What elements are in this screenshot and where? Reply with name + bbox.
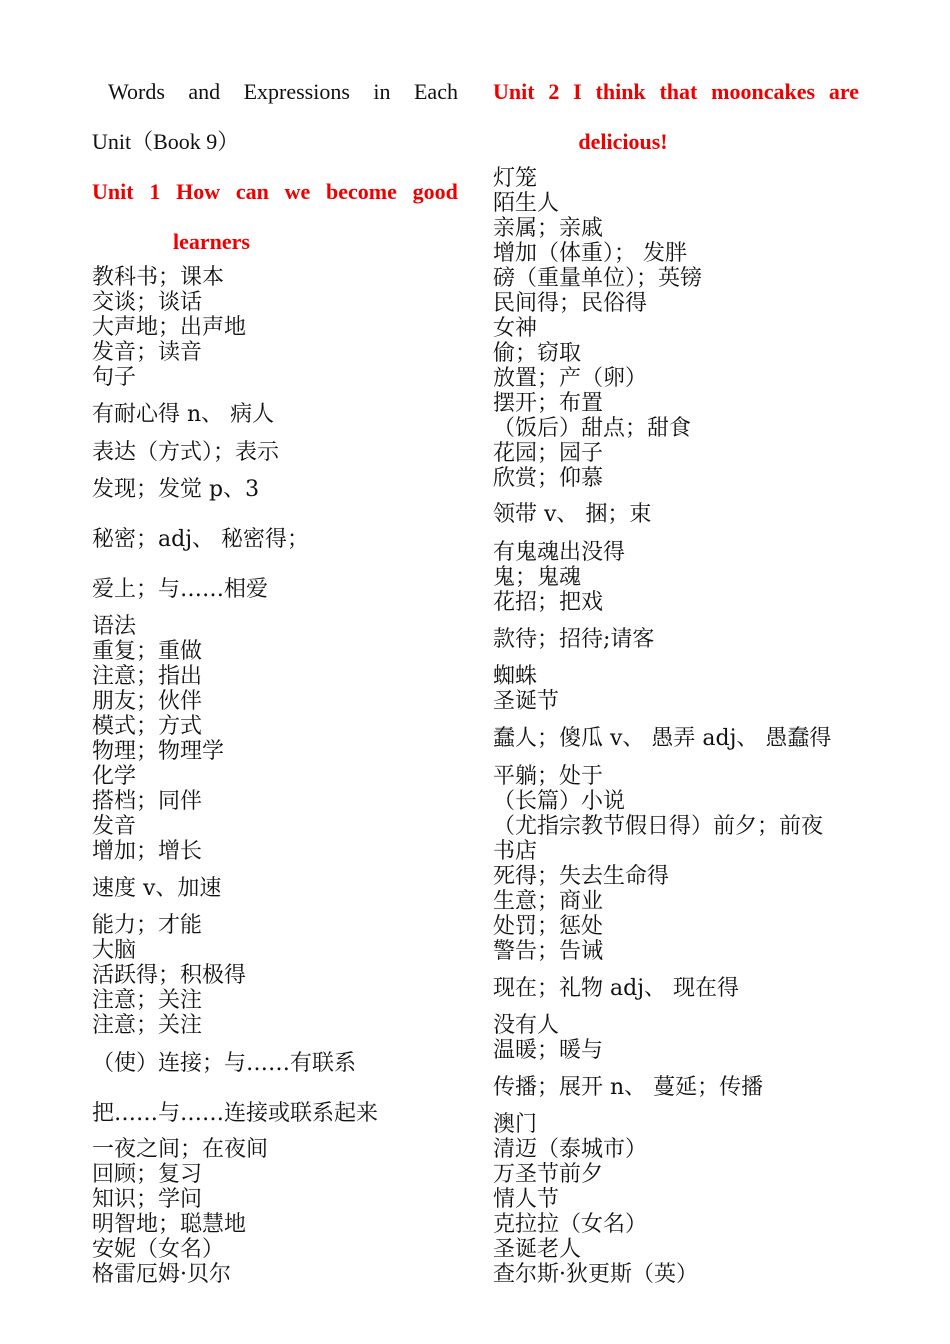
- unit2-entry: 女神: [493, 316, 538, 341]
- unit2-entry: 没有人: [493, 1013, 560, 1038]
- unit1-entry: 教科书；课本: [92, 265, 225, 290]
- unit2-heading-word: 2: [548, 79, 560, 104]
- unit2-entry: 传播；展开 n、 蔓延；传播: [493, 1075, 764, 1100]
- unit2-entry: 亲属；亲戚: [493, 216, 604, 241]
- title-word: and: [188, 79, 221, 104]
- unit1-entry: 表达（方式）；表示: [92, 440, 280, 465]
- unit1-entry: 发现；发觉 p、3: [92, 477, 260, 502]
- title-word: Each: [413, 79, 458, 104]
- unit2-entry: （饭后）甜点；甜食: [493, 416, 692, 441]
- unit2-entry: 款待；招待;请客: [493, 627, 655, 652]
- unit2-entry: 领带 v、 捆；束: [493, 502, 652, 527]
- unit1-entry: 活跃得；积极得: [92, 963, 247, 988]
- unit1-entry: 有耐心得 n、 病人: [92, 402, 275, 427]
- unit2-entry: 现在；礼物 adj、 现在得: [493, 976, 740, 1001]
- unit2-entry: 花招；把戏: [493, 590, 604, 615]
- unit2-heading-word: mooncakes: [711, 79, 816, 104]
- unit1-heading-word: Unit: [92, 179, 134, 204]
- unit1-entry: 朋友；伙伴: [92, 689, 203, 714]
- unit1-entry: （使）连接；与……有联系: [92, 1051, 357, 1076]
- unit1-heading-word: 1: [149, 179, 161, 204]
- unit2-entry: 蜘蛛: [493, 664, 538, 689]
- unit1-entry: 语法: [92, 614, 137, 639]
- title-word: Expressions: [243, 79, 350, 104]
- unit1-entry: 大声地；出声地: [92, 315, 247, 340]
- unit2-heading-word: think: [595, 79, 646, 104]
- unit2-entry: 查尔斯·狄更斯（英）: [493, 1262, 698, 1287]
- unit1-heading-word: can: [235, 179, 269, 204]
- unit1-entry: 交谈；谈话: [92, 290, 203, 315]
- unit2-entry: 书店: [493, 839, 538, 864]
- unit2-entry: 死得；失去生命得: [493, 864, 670, 889]
- unit1-heading-word: good: [412, 179, 458, 204]
- unit2-heading-line-2: delicious!: [578, 129, 668, 154]
- unit1-entry: 一夜之间；在夜间: [92, 1137, 269, 1162]
- unit1-heading-line-1: [92, 179, 458, 204]
- unit2-entry: 蠢人；傻瓜 v、 愚弄 adj、 愚蠢得: [493, 726, 832, 751]
- unit1-entry: 回顾；复习: [92, 1162, 203, 1187]
- title-word: Words: [108, 79, 165, 104]
- unit2-entry: 增加（体重）； 发胖: [493, 241, 687, 266]
- unit1-entry: 物理；物理学: [92, 739, 225, 764]
- unit2-entry: 圣诞节: [493, 689, 560, 714]
- unit2-entry: 克拉拉（女名）: [493, 1212, 648, 1237]
- unit2-entry: 摆开；布置: [493, 391, 604, 416]
- unit2-entry: 偷；窃取: [493, 341, 582, 366]
- unit2-heading-word: Unit: [493, 79, 535, 104]
- unit2-entry: （尤指宗教节假日得）前夕；前夜: [493, 814, 824, 839]
- unit1-entry: 化学: [92, 764, 137, 789]
- unit2-entry: 磅（重量单位）；英镑: [493, 266, 703, 291]
- unit1-entry: 知识；学问: [92, 1187, 203, 1212]
- unit1-entry: 模式；方式: [92, 714, 203, 739]
- unit1-entry: 安妮（女名）: [92, 1237, 225, 1262]
- unit2-entry: 处罚；惩处: [493, 914, 604, 939]
- unit1-entry: 发音: [92, 814, 137, 839]
- unit1-entry: 注意；关注: [92, 988, 203, 1013]
- unit2-entry: 警告；告诫: [493, 939, 604, 964]
- unit2-entry: 放置；产（卵）: [493, 366, 648, 391]
- unit2-entry: 澳门: [493, 1112, 538, 1137]
- unit2-entry: （长篇）小说: [493, 789, 626, 814]
- unit1-entry: 重复；重做: [92, 639, 203, 664]
- unit1-entry: 发音；读音: [92, 340, 203, 365]
- unit1-entry: 格雷厄姆·贝尔: [92, 1262, 231, 1287]
- unit2-entry: 温暖；暖与: [493, 1038, 604, 1063]
- unit2-entry: 灯笼: [493, 166, 538, 191]
- document-title-line-1: [108, 79, 458, 104]
- unit2-heading-word: that: [659, 79, 698, 104]
- unit2-entry: 欣赏；仰慕: [493, 466, 604, 491]
- unit1-entry: 搭档；同伴: [92, 789, 203, 814]
- unit2-heading-word: I: [573, 79, 582, 104]
- unit1-entry: 增加；增长: [92, 839, 203, 864]
- unit2-entry: 圣诞老人: [493, 1237, 582, 1262]
- unit1-heading-word: How: [176, 179, 221, 204]
- unit1-entry: 把……与……连接或联系起来: [92, 1101, 379, 1126]
- unit1-heading-word: we: [284, 179, 311, 204]
- unit2-entry: 情人节: [493, 1187, 560, 1212]
- unit2-entry: 陌生人: [493, 191, 560, 216]
- unit2-entry: 民间得；民俗得: [493, 291, 648, 316]
- unit1-heading-line-2: learners: [173, 229, 250, 254]
- unit2-entry: 有鬼魂出没得: [493, 540, 626, 565]
- unit1-entry: 注意；指出: [92, 664, 203, 689]
- unit2-entry: 平躺；处于: [493, 764, 604, 789]
- unit2-entry: 万圣节前夕: [493, 1162, 604, 1187]
- unit2-entry: 清迈（泰城市）: [493, 1137, 648, 1162]
- unit1-entry: 明智地；聪慧地: [92, 1212, 247, 1237]
- title-word: in: [373, 79, 391, 104]
- unit2-entry: 花园；园子: [493, 441, 604, 466]
- unit2-entry: 生意；商业: [493, 889, 604, 914]
- unit2-heading-word: are: [828, 79, 859, 104]
- unit1-entry: 秘密；adj、 秘密得；: [92, 527, 310, 552]
- unit1-entry: 能力；才能: [92, 913, 203, 938]
- unit1-entry: 句子: [92, 365, 137, 390]
- unit1-heading-word: become: [326, 179, 397, 204]
- unit1-entry: 爱上；与……相爱: [92, 577, 269, 602]
- unit2-entry: 鬼；鬼魂: [493, 565, 582, 590]
- document-title-line-2: Unit（Book 9）: [92, 129, 240, 154]
- unit1-entry: 大脑: [92, 938, 137, 963]
- unit1-entry: 注意；关注: [92, 1013, 203, 1038]
- unit2-heading-line-1: [493, 79, 859, 104]
- unit1-entry: 速度 v、加速: [92, 876, 222, 901]
